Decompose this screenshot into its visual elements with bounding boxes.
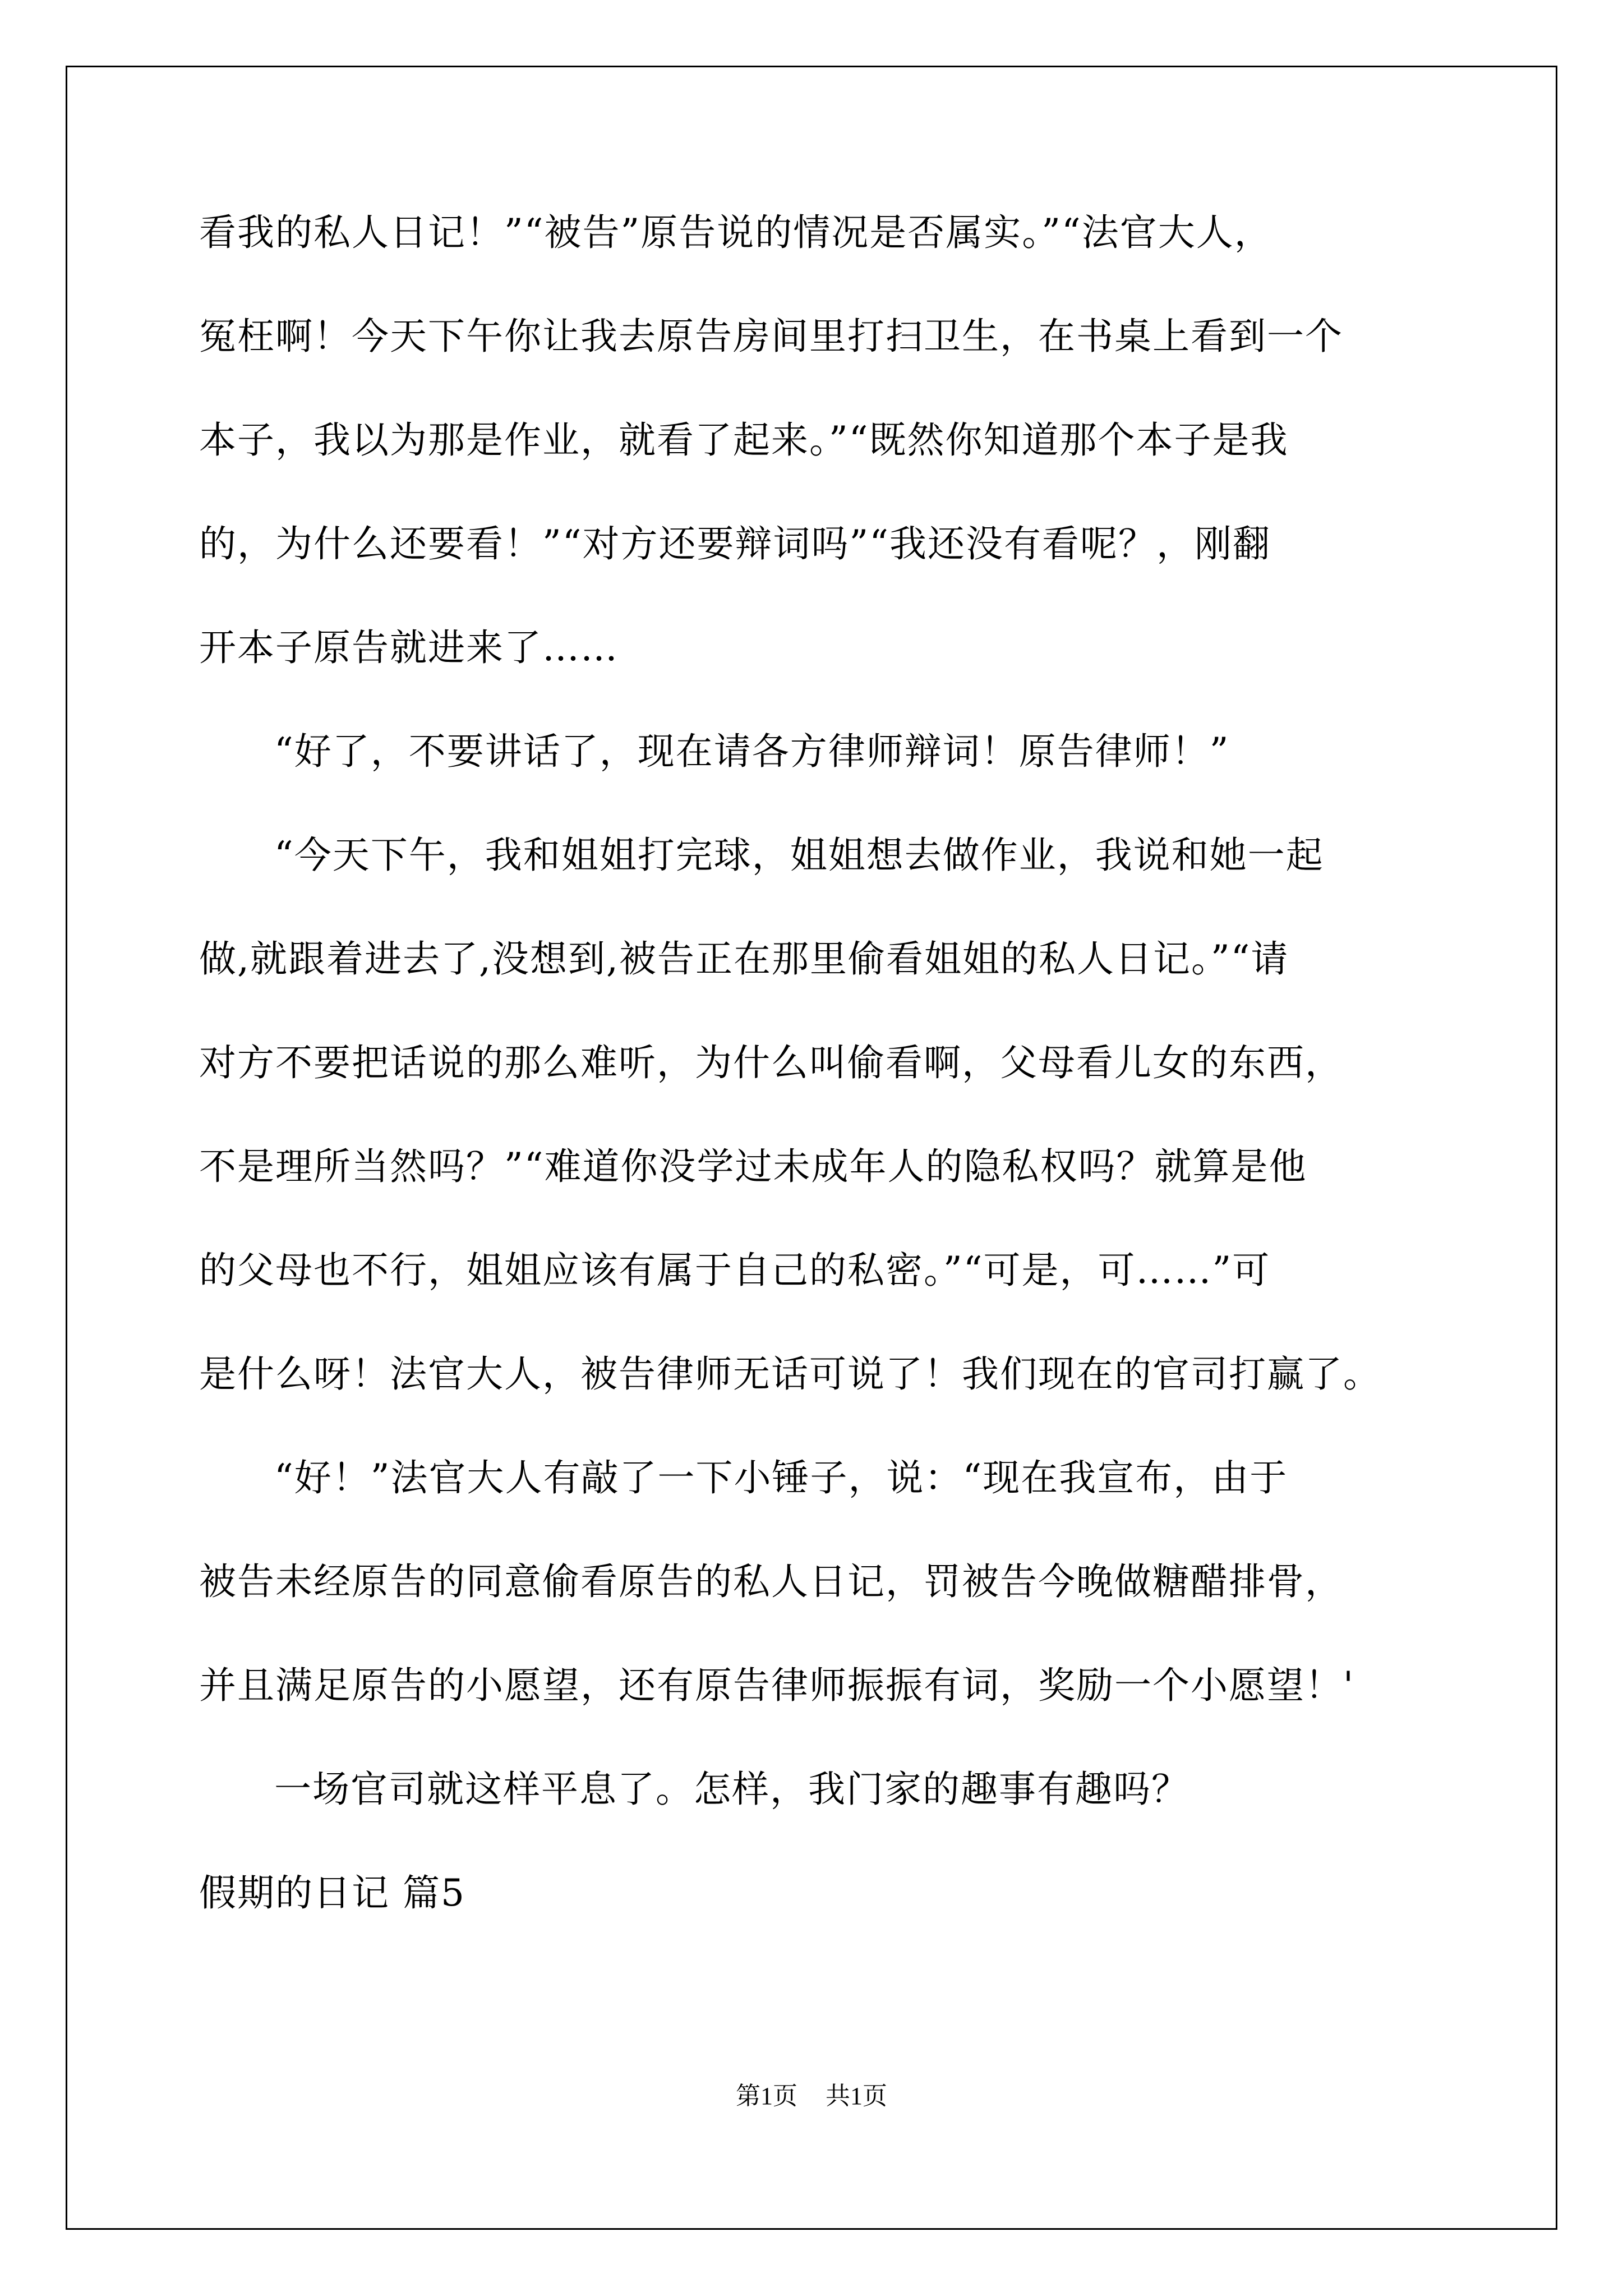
paragraph-start: 一场官司就这样平息了。怎样，我门家的趣事有趣吗？ <box>274 1768 1189 1811</box>
text-line: 的，为什么还要看！”“对方还要辩词吗”“我还没有看呢？，刚翻 <box>199 522 1271 565</box>
text-line: 本子，我以为那是作业，就看了起来。”“既然你知道那个本子是我 <box>199 418 1289 462</box>
text-line: 并且满足原告的小愿望，还有原告律师振振有词，奖励一个小愿望！' <box>199 1664 1355 1707</box>
text-line: 不是理所当然吗？”“难道你没学过未成年人的隐私权吗？就算是他 <box>199 1145 1307 1188</box>
text-line: 被告未经原告的同意偷看原告的私人日记，罚被告今晚做糖醋排骨， <box>199 1560 1343 1603</box>
text-line: 的父母也不行，姐姐应该有属于自己的私密。”“可是，可……”可 <box>199 1249 1271 1292</box>
text-line: 看我的私人日记！”“被告”原告说的情况是否属实。”“法官大人， <box>199 211 1272 254</box>
paragraph-start: “好！”法官大人有敲了一下小锤子，说：“现在我宣布，由于 <box>274 1456 1288 1499</box>
page-footer <box>0 2076 1623 2111</box>
text-line: 对方不要把话说的那么难听，为什么叫偷看啊，父母看儿女的东西， <box>199 1041 1343 1084</box>
text-line: 是什么呀！法官大人，被告律师无话可说了！我们现在的官司打赢了。 <box>199 1352 1381 1396</box>
paragraph-start: “今天下午，我和姐姐打完球，姐姐想去做作业，我说和她一起 <box>274 834 1324 877</box>
section-heading: 假期的日记 篇5 <box>199 1871 465 1915</box>
text-line: 开本子原告就进来了…… <box>199 626 619 669</box>
page-number: 第1页 <box>736 2082 797 2110</box>
page-count: 共1页 <box>826 2082 887 2110</box>
text-line: 冤枉啊！今天下午你让我去原告房间里打扫卫生，在书桌上看到一个 <box>199 315 1343 358</box>
text-line: 做,就跟着进去了,没想到,被告正在那里偷看姐姐的私人日记。”“请 <box>199 937 1289 981</box>
paragraph-start: “好了，不要讲话了，现在请各方律师辩词！原告律师！” <box>274 730 1230 773</box>
